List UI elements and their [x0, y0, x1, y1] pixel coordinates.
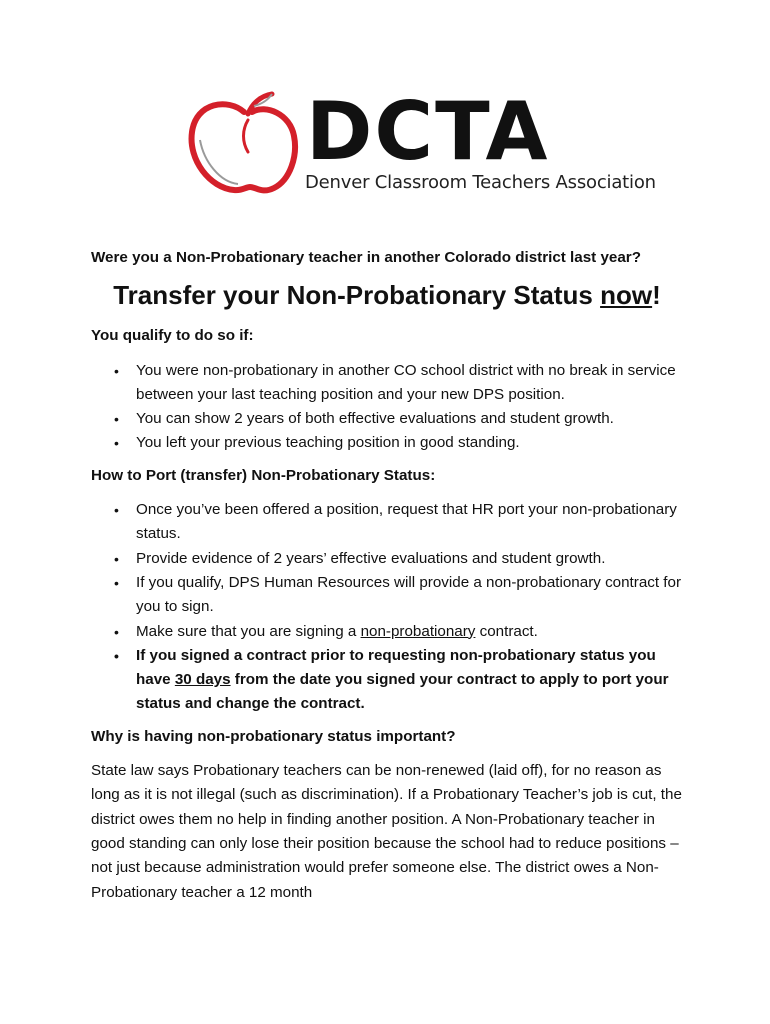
- bullet-icon: •: [114, 411, 119, 428]
- list-item-text: Provide evidence of 2 years’ effective evaluations and student growth.: [136, 549, 606, 567]
- bullet-icon: •: [114, 435, 119, 452]
- list-item-text: You left your previous teaching position in good standing.: [136, 434, 520, 452]
- bullet-icon: •: [114, 574, 119, 591]
- bullet-icon: •: [114, 362, 119, 379]
- apple-outline-icon: [186, 90, 306, 200]
- bullet-icon: •: [114, 647, 119, 664]
- list-item-text: You can show 2 years of both effective evaluations and student growth.: [136, 410, 614, 428]
- document-body: [91, 246, 691, 905]
- list-item-text: You were non-probationary in another CO school district with no break in service between your last teaching position and your new DPS position.: [136, 361, 676, 403]
- list-item-text: Once you’ve been offered a position, request that HR port your non-probationary status.: [136, 501, 677, 543]
- qualify-list: [91, 359, 691, 456]
- bullet-icon: •: [114, 502, 119, 519]
- list-item: [91, 498, 691, 547]
- list-item-text: If you qualify, DPS Human Resources will provide a non-probationary contract for you to sign.: [136, 573, 682, 616]
- logo-subtitle: Denver Classroom Teachers Association: [305, 172, 656, 193]
- qualify-heading: You qualify to do so if:: [91, 327, 254, 345]
- list-item-text: contract.: [475, 622, 538, 640]
- underlined-term: non-probationary: [360, 622, 476, 640]
- underlined-term: 30 days: [174, 671, 231, 689]
- list-item: [91, 571, 691, 620]
- list-item-text: Make sure that you are signing a: [136, 622, 361, 640]
- howto-list: [91, 498, 691, 717]
- bullet-icon: •: [114, 550, 119, 567]
- list-item: [91, 431, 691, 455]
- logo-wordmark: DCTA: [306, 85, 550, 178]
- why-heading: Why is having non-probationary status important?: [91, 727, 456, 745]
- list-item: [91, 547, 691, 571]
- headline-end: !: [652, 280, 661, 311]
- dcta-logo: [186, 85, 656, 200]
- intro-question: Were you a Non-Probationary teacher in another Colorado district last year?: [91, 249, 641, 266]
- list-item: [91, 407, 691, 431]
- headline-emphasis: now: [600, 280, 653, 311]
- why-paragraph: State law says Probationary teachers can be non-renewed (laid off), for no reason as long as it is not illegal (such as discrimination). If a Probationary Teacher’s job is cut, the district owes them no help in finding another position. A Non-Probationary teacher in good standing can only lose their position because the school had to reduce positions – not just because administration would prefer someone else. The district owes a Non-Probationary teacher a 12 month: [91, 762, 682, 901]
- howto-heading: How to Port (transfer) Non-Probationary Status:: [91, 466, 436, 484]
- list-item-text: If you signed a contract prior to requesting non-probationary status you have: [136, 646, 656, 689]
- list-item-text: from the date you signed your contract to apply to port your status and change the contract.: [136, 671, 669, 713]
- list-item: [91, 359, 691, 408]
- headline-main: Transfer your Non-Probationary Status: [113, 280, 601, 311]
- headline: [83, 278, 691, 312]
- bullet-icon: •: [114, 623, 119, 640]
- list-item: [91, 620, 691, 644]
- list-item-emphasis: [91, 644, 691, 717]
